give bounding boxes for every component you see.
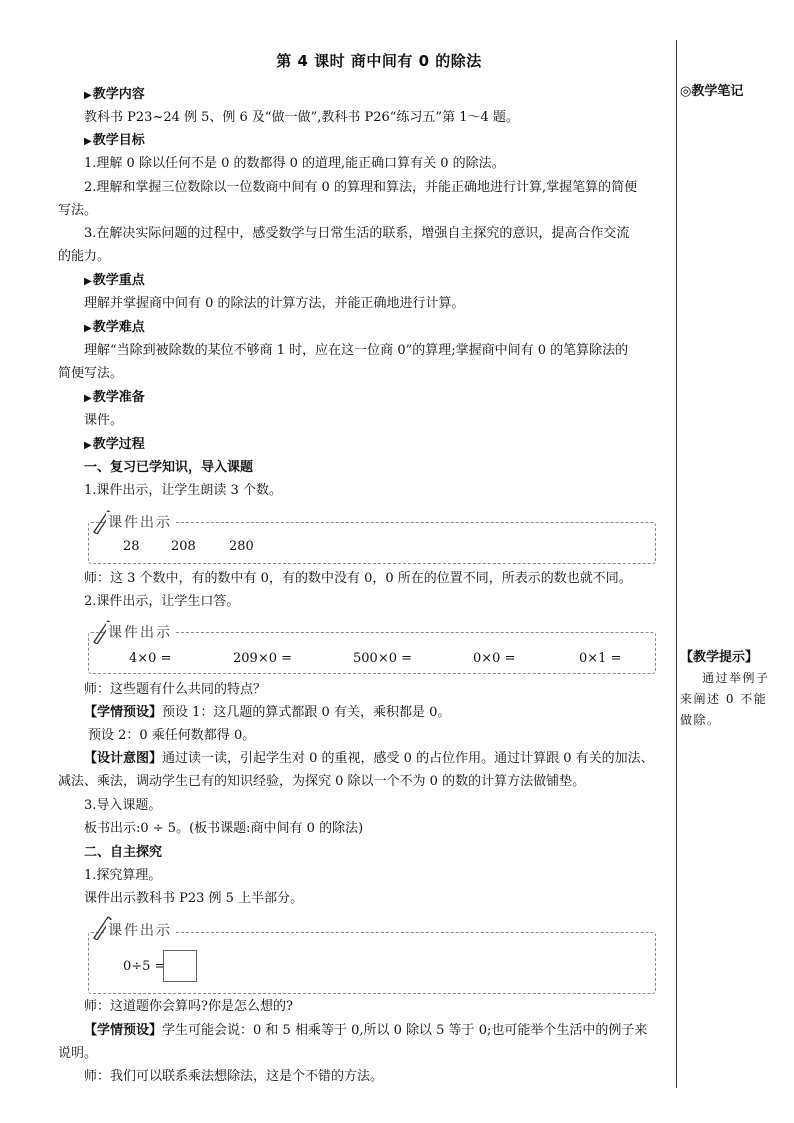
preset-tag: 【学情预设】 — [84, 1023, 163, 1038]
section-heading-content: ▶教学内容 — [84, 87, 145, 102]
teaching-notes-title: ◎教学笔记 — [680, 84, 744, 99]
triangle-icon: ▶ — [84, 323, 92, 334]
teacher-line-4: 师：我们可以联系乘法想除法，这是个不错的方法。 — [84, 1069, 384, 1084]
goal-2-line-b: 写法。 — [58, 203, 98, 218]
answer-box — [163, 950, 197, 982]
goal-1: 1.理解 0 除以任何不是 0 的数都得 0 的道理,能正确口算有关 0 的除法。 — [84, 156, 505, 171]
part-2-heading: 二、自主探究 — [84, 845, 163, 860]
step-1: 1.课件出示，让学生朗读 3 个数。 — [84, 483, 282, 498]
number-3: 280 — [229, 539, 254, 554]
triangle-icon: ▶ — [84, 90, 92, 101]
number-2: 208 — [171, 539, 196, 554]
design-intent-line-b: 减法、乘法，调动学生已有的知识经验，为探究 0 除以一个不为 0 的数的计算方法做铺垫。 — [58, 774, 586, 789]
teacher-line-3: 师：这道题你会算吗?你是怎么想的? — [84, 999, 293, 1014]
section-heading-key: ▶教学重点 — [84, 273, 145, 288]
expression-5: 0×1 = — [579, 651, 622, 666]
key-text: 理解并掌握商中间有 0 的除法的计算方法，并能正确地进行计算。 — [84, 296, 465, 311]
goal-2-line-a: 2.理解和掌握三位数除以一位数商中间有 0 的算理和算法，并能正确地进行计算,掌握笔算的简便 — [84, 180, 638, 195]
sidebar-divider — [676, 40, 677, 1088]
design-tag: 【设计意图】 — [84, 751, 163, 766]
courseware-box-3 — [88, 932, 656, 994]
preset-3-line-a: 【学情预设】学生可能会说：0 和 5 相乘等于 0,所以 0 除以 5 等于 0;也可能举个生活中的例子来 — [84, 1023, 648, 1038]
goal-3-line-b: 的能力。 — [58, 249, 111, 264]
teaching-hint-text: 通过举例子来阐述 0 不能做除。 — [680, 671, 770, 727]
triangle-icon: ▶ — [84, 440, 92, 451]
page-title: 第 4 课时 商中间有 0 的除法 — [276, 52, 482, 70]
prep-text: 课件。 — [84, 413, 124, 428]
number-1: 28 — [123, 539, 140, 554]
expression-zero-div-five: 0÷5 = — [123, 959, 166, 974]
preset-2: 预设 2：0 乘任何数都得 0。 — [88, 728, 256, 743]
teacher-line-2: 师：这些题有什么共同的特点？ — [84, 682, 267, 697]
section-heading-process: ▶教学过程 — [84, 437, 145, 452]
step-3: 3.导入课题。 — [84, 798, 162, 813]
teacher-line-1: 师：这 3 个数中，有的数中有 0，有的数中没有 0，0 所在的位置不同，所表示的数也就不同。 — [84, 571, 632, 586]
board-text: 板书出示:0 ÷ 5。(板书课题:商中间有 0 的除法) — [84, 821, 364, 836]
triangle-icon: ▶ — [84, 136, 92, 147]
expression-2: 209×0 = — [233, 651, 293, 666]
triangle-icon: ▶ — [84, 276, 92, 287]
section-heading-difficulty: ▶教学难点 — [84, 320, 145, 335]
preset-1: 【学情预设】预设 1：这几题的算式都跟 0 有关，乘积都是 0。 — [84, 705, 451, 720]
goal-3-line-a: 3.在解决实际问题的过程中，感受数学与日常生活的联系，增强自主探究的意识，提高合作交流 — [84, 226, 630, 241]
section-heading-prep: ▶教学准备 — [84, 390, 145, 405]
expression-3: 500×0 = — [353, 651, 413, 666]
difficulty-line-b: 简便写法。 — [58, 366, 124, 381]
preset-3-line-b: 说明。 — [58, 1046, 98, 1061]
step-4: 1.探究算理。 — [84, 868, 162, 883]
courseware-label-2: 课件出示 — [106, 622, 174, 642]
triangle-icon: ▶ — [84, 393, 92, 404]
section-heading-goals: ▶教学目标 — [84, 133, 145, 148]
part-1-heading: 一、复习已学知识，导入课题 — [84, 460, 254, 475]
expression-4: 0×0 = — [473, 651, 516, 666]
design-intent-line-a: 【设计意图】通过读一读，引起学生对 0 的重视，感受 0 的占位作用。通过计算跟 0 有关的加法、 — [84, 751, 654, 766]
step-5: 课件出示教科书 P23 例 5 上半部分。 — [84, 891, 304, 906]
teaching-hint-title: 【教学提示】 — [680, 650, 759, 665]
step-2: 2.课件出示，让学生口答。 — [84, 594, 240, 609]
difficulty-line-a: 理解“当除到被除数的某位不够商 1 时，应在这一位商 0”的算理;掌握商中间有 0 的笔算除法的 — [84, 343, 629, 358]
courseware-label-1: 课件出示 — [106, 512, 174, 532]
content-text: 教科书 P23~24 例 5、例 6 及“做一做”,教科书 P26“练习五”第 1～4 题。 — [84, 110, 519, 125]
preset-tag: 【学情预设】 — [84, 705, 163, 720]
courseware-label-3: 课件出示 — [106, 920, 174, 940]
expression-1: 4×0 = — [129, 651, 172, 666]
